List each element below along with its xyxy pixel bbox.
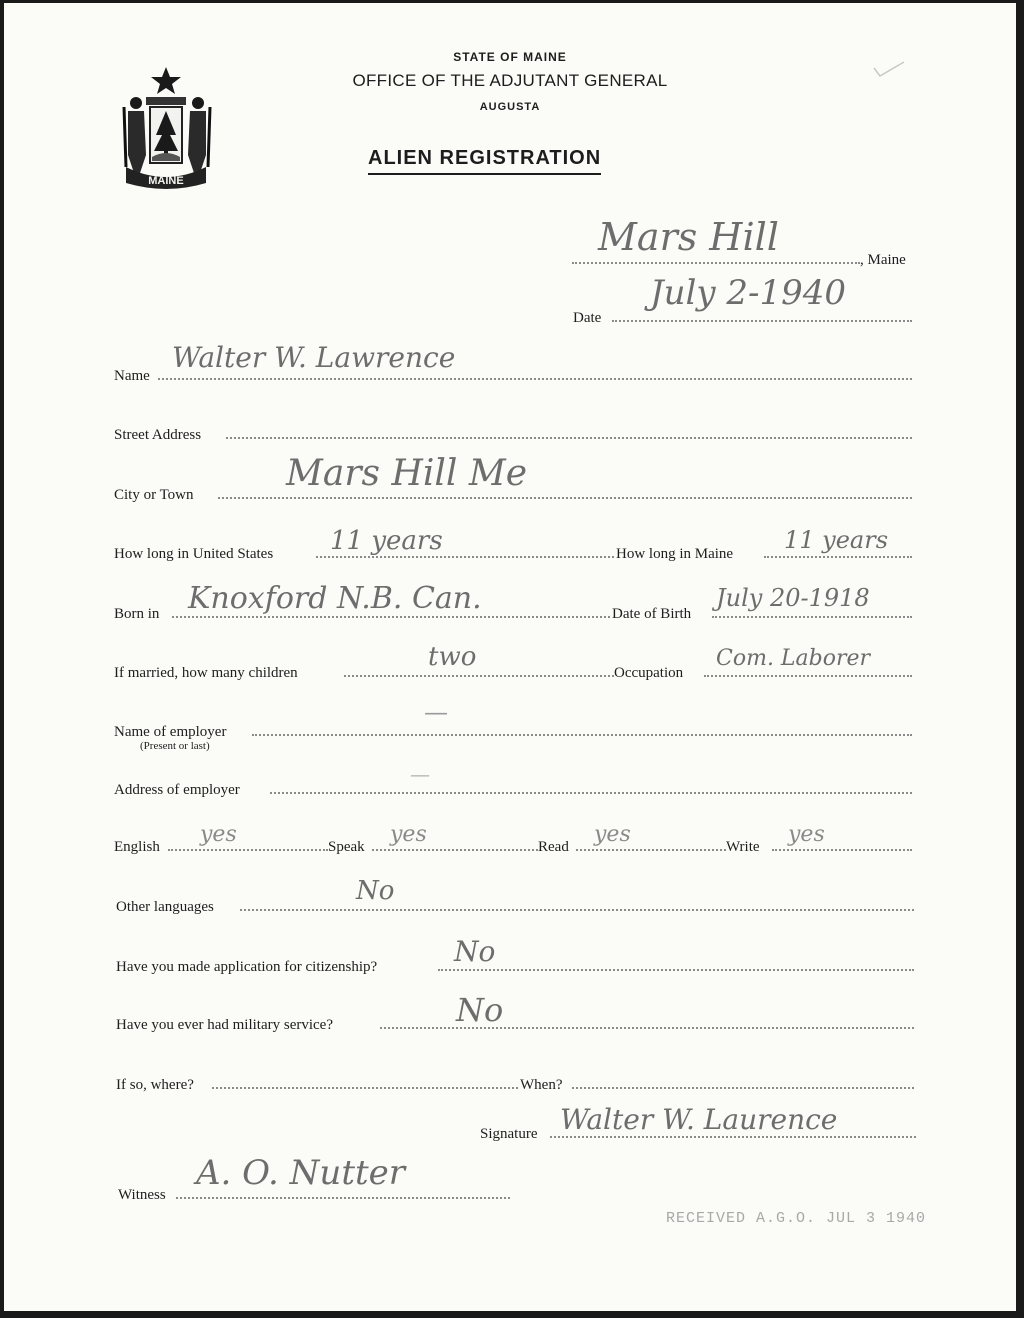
read-entry: yes	[594, 822, 631, 847]
when-line	[572, 1087, 914, 1089]
seal-text: MAINE	[148, 175, 184, 187]
read-label: Read	[538, 839, 569, 855]
header-state: STATE OF MAINE	[453, 50, 567, 64]
children-entry: two	[428, 642, 477, 672]
street-address-label: Street Address	[114, 427, 202, 443]
page-title: ALIEN REGISTRATION	[368, 147, 601, 175]
occupation-line	[704, 675, 912, 677]
where-line	[212, 1087, 518, 1089]
read-line	[576, 849, 726, 851]
military-entry: No	[456, 991, 504, 1029]
witness-label: Witness	[118, 1187, 166, 1203]
speak-entry: yes	[390, 822, 427, 847]
employer-entry: —	[424, 698, 448, 726]
name-entry: Walter W. Lawrence	[172, 341, 456, 374]
employer-line	[252, 734, 912, 736]
born-in-entry: Knoxford N.B. Can.	[188, 581, 482, 616]
town-line	[572, 262, 860, 264]
employer-label: Name of employer	[114, 724, 227, 740]
state-seal-icon	[112, 63, 220, 191]
speak-line	[372, 849, 538, 851]
english-line	[168, 849, 328, 851]
other-languages-entry: No	[356, 876, 395, 906]
write-entry: yes	[788, 822, 825, 847]
name-line	[158, 378, 912, 380]
date-of-birth-label: Date of Birth	[612, 606, 692, 622]
city-or-town-entry: Mars Hill Me	[286, 453, 527, 494]
witness-line	[176, 1197, 510, 1199]
how-long-maine-entry: 11 years	[784, 526, 889, 554]
signature-label: Signature	[480, 1126, 538, 1142]
occupation-label: Occupation	[614, 665, 684, 681]
citizenship-line	[438, 969, 914, 971]
born-in-label: Born in	[114, 606, 160, 622]
where-label: If so, where?	[116, 1077, 194, 1093]
employer-sub-label: (Present or last)	[140, 740, 210, 752]
other-languages-label: Other languages	[116, 899, 214, 915]
date-line	[612, 320, 912, 322]
name-label: Name	[114, 368, 150, 384]
how-long-us-label: How long in United States	[114, 546, 274, 562]
employer-address-line	[270, 792, 912, 794]
employer-address-label: Address of employer	[114, 782, 240, 798]
city-or-town-line	[218, 497, 912, 499]
street-address-line	[226, 437, 912, 439]
citizenship-entry: No	[454, 935, 496, 968]
children-line	[344, 675, 614, 677]
header-office: OFFICE OF THE ADJUTANT GENERAL	[352, 71, 668, 90]
witness-entry: A. O. Nutter	[196, 1153, 406, 1193]
check-mark-icon	[870, 60, 910, 80]
date-of-birth-line	[712, 616, 912, 618]
write-label: Write	[726, 839, 760, 855]
city-or-town-label: City or Town	[114, 487, 194, 503]
write-line	[772, 849, 912, 851]
date-of-birth-entry: July 20-1918	[716, 584, 870, 612]
maine-label: , Maine	[860, 252, 906, 268]
signature-line	[550, 1136, 916, 1138]
date-entry: July 2-1940	[650, 273, 847, 313]
town-entry: Mars Hill	[598, 215, 779, 259]
other-languages-line	[240, 909, 914, 911]
occupation-entry: Com. Laborer	[716, 646, 871, 671]
citizenship-label: Have you made application for citizenship?	[116, 959, 378, 975]
how-long-us-entry: 11 years	[330, 526, 443, 556]
how-long-us-line	[316, 556, 614, 558]
children-label: If married, how many children	[114, 665, 298, 681]
employer-address-entry: —	[410, 762, 430, 786]
how-long-maine-line	[764, 556, 912, 558]
date-label: Date	[573, 310, 602, 326]
when-label: When?	[520, 1077, 563, 1093]
born-in-line	[172, 616, 610, 618]
signature-entry: Walter W. Laurence	[560, 1103, 838, 1136]
how-long-maine-label: How long in Maine	[616, 546, 734, 562]
received-stamp: RECEIVED A.G.O. JUL 3 1940	[666, 1210, 927, 1227]
english-label: English	[114, 839, 160, 855]
speak-label: Speak	[328, 839, 365, 855]
header-city: AUGUSTA	[479, 101, 541, 113]
english-entry: yes	[200, 822, 237, 847]
military-label: Have you ever had military service?	[116, 1017, 333, 1033]
